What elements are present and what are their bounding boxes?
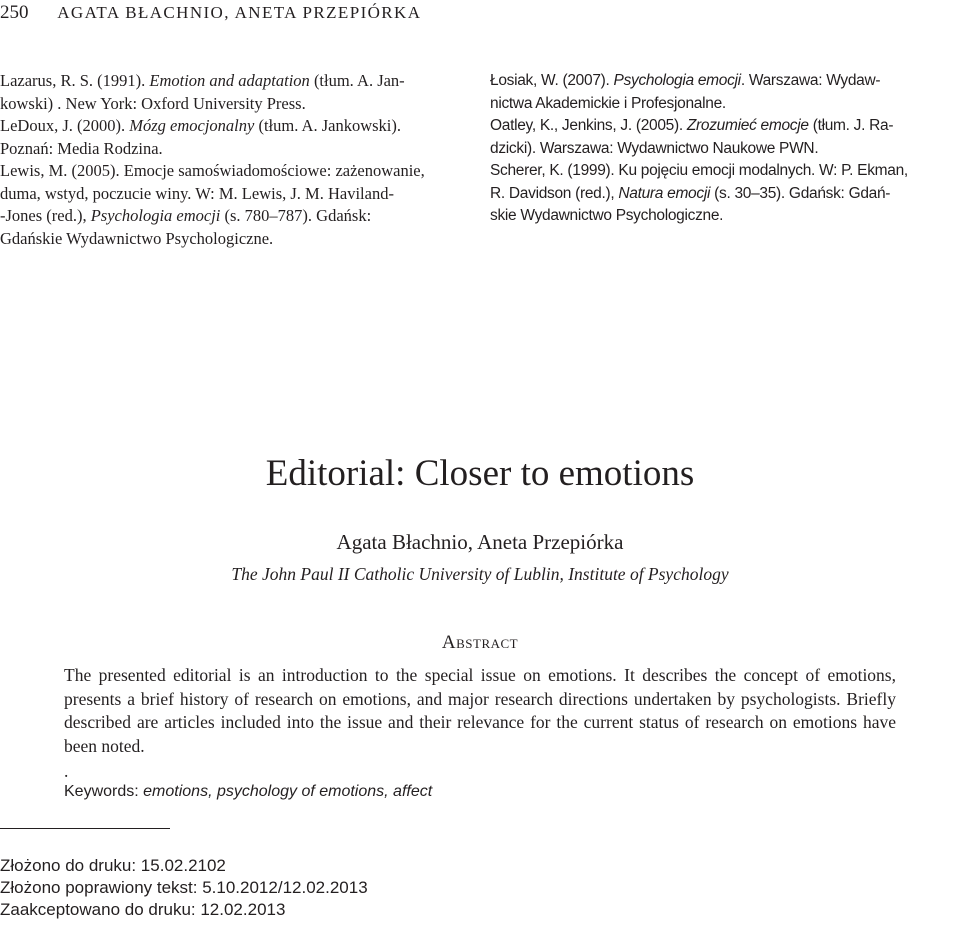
keywords-value: emotions, psychology of emotions, affect <box>143 783 433 800</box>
abstract-text: The presented editorial is an introduction to the special issue on emotions. It describes the concept of emotions, presents a brief history of research on emotions, and major research directions undertaken by psychologists. Briefly described are articles included into the issue and their relevance for the current status of research on emotions have been noted. <box>64 665 896 756</box>
publication-dates <box>0 855 368 921</box>
stray-dot: . <box>64 761 69 781</box>
date-accepted: Zaakceptowano do druku: 12.02.2013 <box>0 900 286 919</box>
reference-line: nictwa Akademickie i Profesjonalne. <box>490 94 726 112</box>
date-revised: Złożono poprawiony tekst: 5.10.2012/12.02.2013 <box>0 878 368 897</box>
running-header-authors: AGATA BŁACHNIO, ANETA PRZEPIÓRKA <box>57 3 422 22</box>
reference-line: Scherer, K. (1999). Ku pojęciu emocji modalnych. W: P. Ekman, <box>490 162 908 179</box>
reference-entry <box>0 160 470 250</box>
reference-line: Łosiak, W. (2007). Psychologia emocji. Warszawa: Wydaw- <box>490 72 881 89</box>
keywords-label: Keywords: <box>64 783 144 800</box>
reference-line: Poznań: Media Rodzina. <box>0 138 163 158</box>
reference-line: LeDoux, J. (2000). Mózg emocjonalny (tłum. A. Jankowski). <box>0 116 402 135</box>
abstract-heading: Abstract <box>441 632 519 653</box>
keywords <box>64 783 432 801</box>
reference-line: Oatley, K., Jenkins, J. (2005). Zrozumieć emocje (tłum. J. Ra- <box>490 117 894 134</box>
reference-entry <box>490 160 955 228</box>
date-submitted: Złożono do druku: 15.02.2102 <box>0 856 226 875</box>
article-title: Editorial: Closer to emotions <box>265 453 695 494</box>
running-header <box>0 2 421 24</box>
reference-line: Lazarus, R. S. (1991). Emotion and adaptation (tłum. A. Jan- <box>0 71 405 90</box>
article-affiliation: The John Paul II Catholic University of Lublin, Institute of Psychology <box>231 564 729 584</box>
reference-line: kowski) . New York: Oxford University Press. <box>0 93 306 113</box>
reference-entry <box>490 70 955 115</box>
reference-entry <box>0 70 470 115</box>
reference-line: -Jones (red.), Psychologia emocji (s. 780–787). Gdańsk: <box>0 206 372 225</box>
page-number: 250 <box>0 2 29 23</box>
article-authors: Agata Błachnio, Aneta Przepiórka <box>336 530 624 554</box>
reference-line: duma, wstyd, poczucie winy. W: M. Lewis, J. M. Haviland- <box>0 183 394 203</box>
reference-entry <box>490 115 955 160</box>
abstract-body <box>64 664 896 758</box>
reference-line: R. Davidson (red.), Natura emocji (s. 30–35). Gdańsk: Gdań- <box>490 184 891 202</box>
reference-line: Gdańskie Wydawnictwo Psychologiczne. <box>0 228 274 248</box>
reference-line: Lewis, M. (2005). Emocje samoświadomościowe: zażenowanie, <box>0 161 425 180</box>
references-left-column <box>0 70 470 250</box>
reference-line: skie Wydawnictwo Psychologiczne. <box>490 207 724 224</box>
references-right-column <box>490 70 955 228</box>
reference-line: dzicki). Warszawa: Wydawnictwo Naukowe PWN. <box>490 139 819 157</box>
reference-entry <box>0 115 470 160</box>
footnote-divider <box>0 828 170 829</box>
